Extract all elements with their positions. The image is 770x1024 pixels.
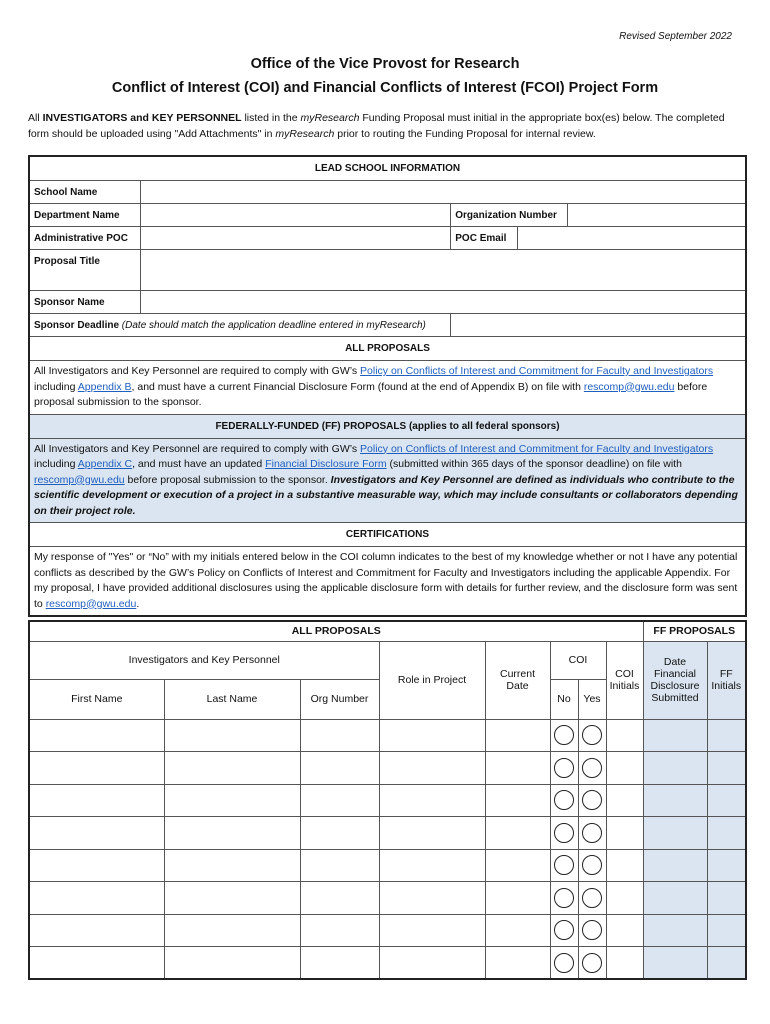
all-proposals-heading: ALL PROPOSALS [29, 337, 746, 361]
coi-no-radio[interactable] [554, 855, 574, 875]
sponsor-name-field[interactable] [141, 291, 746, 314]
intro-paragraph: All INVESTIGATORS and KEY PERSONNEL listed in the myResearch Funding Proposal must initial in the appropriate box(es) below. The completed form should be uploaded using "Add Attachments" in myResearch prior to routing the Funding Proposal for internal review. [28, 112, 725, 140]
current-date-field[interactable] [485, 752, 550, 785]
sponsor-deadline-field[interactable] [451, 314, 746, 337]
coi-yes-radio[interactable] [582, 855, 602, 875]
coi-yes-cell [578, 882, 606, 915]
org-number-field[interactable] [300, 784, 379, 817]
current-date-field[interactable] [485, 784, 550, 817]
date-disclosure-field[interactable] [643, 849, 707, 882]
role-heading: Role in Project [379, 641, 485, 719]
lead-school-form [28, 155, 747, 617]
last-name-heading: Last Name [164, 679, 300, 719]
role-field[interactable] [379, 914, 485, 947]
ff-initials-field[interactable] [707, 914, 746, 947]
federal-heading: FEDERALLY-FUNDED (FF) PROPOSALS (applies to all federal sponsors) [29, 414, 746, 438]
coi-no-cell [550, 914, 578, 947]
coi-yes-radio[interactable] [582, 758, 602, 778]
org-number-field[interactable] [300, 882, 379, 915]
coi-yes-radio[interactable] [582, 888, 602, 908]
personnel-grid [28, 620, 747, 980]
coi-no-radio[interactable] [554, 953, 574, 973]
coi-no-cell [550, 882, 578, 915]
table-row [29, 752, 746, 785]
role-field[interactable] [379, 817, 485, 850]
investigators-heading: Investigators and Key Personnel [29, 641, 379, 679]
ff-initials-field[interactable] [707, 947, 746, 980]
org-number-heading: Org Number [300, 679, 379, 719]
coi-initials-field[interactable] [606, 784, 643, 817]
coi-no-cell [550, 947, 578, 980]
coi-yes-cell [578, 784, 606, 817]
coi-no-cell [550, 784, 578, 817]
first-name-field[interactable] [29, 784, 164, 817]
table-row [29, 947, 746, 980]
organization-number-field[interactable] [568, 204, 746, 227]
coi-initials-heading: COI Initials [606, 641, 643, 719]
org-number-field[interactable] [300, 817, 379, 850]
sponsor-name-label: Sponsor Name [29, 291, 141, 314]
date-disclosure-field[interactable] [643, 719, 707, 752]
coi-no-radio[interactable] [554, 790, 574, 810]
date-disclosure-heading: Date Financial Disclosure Submitted [643, 641, 707, 719]
coi-initials-field[interactable] [606, 849, 643, 882]
ff-initials-field[interactable] [707, 882, 746, 915]
coi-yes-cell [578, 752, 606, 785]
last-name-field[interactable] [164, 719, 300, 752]
page-subtitle: Conflict of Interest (COI) and Financial Conflicts of Interest (FCOI) Project Form [111, 80, 659, 96]
coi-yes-cell [578, 719, 606, 752]
certifications-text: My response of "Yes" or “No” with my initials entered below in the COI column indicates to the best of my knowledge whether or not I have any potential conflicts as described by the GW’s Policy on Conflicts of Interest and Commitment for Faculty and Investigators including the applicable Appendix. For my proposal, I have provided additional disclosures using the applicable disclosure form with details for further review, and the disclosure form was sent to rescomp@gwu.edu. [29, 547, 746, 617]
current-date-field[interactable] [485, 817, 550, 850]
current-date-field[interactable] [485, 914, 550, 947]
ff-initials-field[interactable] [707, 849, 746, 882]
coi-no-cell [550, 719, 578, 752]
school-name-label: School Name [29, 181, 141, 204]
coi-initials-field[interactable] [606, 752, 643, 785]
policy-link[interactable]: Policy on Conflicts of Interest and Commitment for Faculty and Investigators [360, 442, 714, 455]
coi-initials-field[interactable] [606, 719, 643, 752]
federal-text: All Investigators and Key Personnel are required to comply with GW’s Policy on Conflicts of Interest and Commitment for Faculty and Investigators including Appendix C, and must have an updated Financial Disclosure Form (submitted within 365 days of the sponsor deadline) on file with rescomp@gwu.edu before proposal submission to the sponsor. Investigators and Key Personnel are defined as individuals who contribute to the scientific development or execution of a project in a substantive measurable way, which may include consultants or collaborators depending on their project role. [29, 438, 746, 523]
org-number-field[interactable] [300, 849, 379, 882]
ff-initials-field[interactable] [707, 752, 746, 785]
sponsor-deadline-label: Sponsor Deadline (Date should match the application deadline entered in myResearch) [29, 314, 451, 337]
coi-yes-cell [578, 849, 606, 882]
poc-email-label: POC Email [451, 227, 518, 250]
role-field[interactable] [379, 882, 485, 915]
rescomp-email-link[interactable]: rescomp@gwu.edu [583, 380, 675, 393]
date-disclosure-field[interactable] [643, 752, 707, 785]
date-disclosure-field[interactable] [643, 817, 707, 850]
policy-link[interactable]: Policy on Conflicts of Interest and Commitment for Faculty and Investigators [360, 365, 714, 377]
grid-ff-proposals-heading: FF PROPOSALS [643, 621, 746, 641]
table-row [29, 849, 746, 882]
organization-number-label: Organization Number [451, 204, 568, 227]
current-date-field[interactable] [485, 947, 550, 980]
coi-yes-radio[interactable] [582, 790, 602, 810]
coi-initials-field[interactable] [606, 882, 643, 915]
org-number-field[interactable] [300, 719, 379, 752]
role-field[interactable] [379, 752, 485, 785]
last-name-field[interactable] [164, 882, 300, 915]
last-name-field[interactable] [164, 914, 300, 947]
coi-initials-field[interactable] [606, 914, 643, 947]
financial-disclosure-form-link[interactable]: Financial Disclosure Form [265, 458, 387, 470]
role-field[interactable] [379, 784, 485, 817]
current-date-field[interactable] [485, 882, 550, 915]
coi-no-radio[interactable] [554, 920, 574, 940]
coi-yes-cell [578, 817, 606, 850]
last-name-field[interactable] [164, 849, 300, 882]
ff-initials-heading: FF Initials [707, 641, 746, 719]
coi-yes-radio[interactable] [582, 725, 602, 745]
coi-no-heading: No [550, 679, 578, 719]
first-name-field[interactable] [29, 947, 164, 980]
rescomp-email-link[interactable]: rescomp@gwu.edu [34, 473, 125, 486]
coi-no-cell [550, 817, 578, 850]
last-name-field[interactable] [164, 947, 300, 980]
coi-initials-field[interactable] [606, 817, 643, 850]
date-disclosure-field[interactable] [643, 947, 707, 980]
coi-yes-cell [578, 914, 606, 947]
role-field[interactable] [379, 947, 485, 980]
first-name-field[interactable] [29, 914, 164, 947]
role-field[interactable] [379, 849, 485, 882]
first-name-field[interactable] [29, 849, 164, 882]
all-proposals-text: All Investigators and Key Personnel are required to comply with GW’s Policy on Conflicts of Interest and Commitment for Faculty and Investigators including Appendix B, and must have a current Financial Disclosure Form (found at the end of Appendix B) on file with rescomp@gwu.edu before proposal submission to the sponsor. [29, 361, 746, 415]
date-disclosure-field[interactable] [643, 882, 707, 915]
table-row [29, 914, 746, 947]
page-title: Office of the Vice Provost for Research [250, 56, 520, 72]
table-row [29, 817, 746, 850]
coi-no-radio[interactable] [554, 758, 574, 778]
coi-yes-cell [578, 947, 606, 980]
administrative-poc-label: Administrative POC [29, 227, 141, 250]
first-name-field[interactable] [29, 752, 164, 785]
revised-date: Revised September 2022 [619, 31, 732, 42]
grid-all-proposals-heading: ALL PROPOSALS [29, 621, 643, 641]
org-number-field[interactable] [300, 914, 379, 947]
coi-no-radio[interactable] [554, 823, 574, 843]
ff-initials-field[interactable] [707, 719, 746, 752]
date-disclosure-field[interactable] [643, 784, 707, 817]
ff-initials-field[interactable] [707, 784, 746, 817]
org-number-field[interactable] [300, 947, 379, 980]
table-row [29, 719, 746, 752]
coi-heading: COI [550, 641, 606, 679]
administrative-poc-field[interactable] [141, 227, 451, 250]
role-field[interactable] [379, 719, 485, 752]
rescomp-email-link[interactable]: rescomp@gwu.edu [45, 597, 137, 610]
coi-yes-heading: Yes [578, 679, 606, 719]
coi-no-radio[interactable] [554, 888, 574, 908]
coi-no-cell [550, 849, 578, 882]
first-name-field[interactable] [29, 817, 164, 850]
current-date-field[interactable] [485, 719, 550, 752]
last-name-field[interactable] [164, 784, 300, 817]
current-date-heading: Current Date [485, 641, 550, 719]
coi-no-cell [550, 752, 578, 785]
department-name-field[interactable] [141, 204, 451, 227]
table-row [29, 882, 746, 915]
department-name-label: Department Name [29, 204, 141, 227]
appendix-b-link[interactable]: Appendix B [77, 380, 132, 393]
last-name-field[interactable] [164, 752, 300, 785]
proposal-title-label: Proposal Title [29, 250, 141, 291]
first-name-field[interactable] [29, 719, 164, 752]
ff-initials-field[interactable] [707, 817, 746, 850]
appendix-c-link[interactable]: Appendix C [77, 458, 133, 470]
lead-school-heading: LEAD SCHOOL INFORMATION [29, 156, 746, 181]
org-number-field[interactable] [300, 752, 379, 785]
coi-yes-radio[interactable] [582, 920, 602, 940]
last-name-field[interactable] [164, 817, 300, 850]
table-row [29, 784, 746, 817]
certifications-heading: CERTIFICATIONS [29, 523, 746, 547]
date-disclosure-field[interactable] [643, 914, 707, 947]
current-date-field[interactable] [485, 849, 550, 882]
coi-yes-radio[interactable] [582, 953, 602, 973]
poc-email-field[interactable] [518, 227, 746, 250]
first-name-heading: First Name [29, 679, 164, 719]
coi-no-radio[interactable] [554, 725, 574, 745]
school-name-field[interactable] [141, 181, 746, 204]
first-name-field[interactable] [29, 882, 164, 915]
coi-initials-field[interactable] [606, 947, 643, 980]
proposal-title-field[interactable] [141, 250, 746, 291]
coi-yes-radio[interactable] [582, 823, 602, 843]
